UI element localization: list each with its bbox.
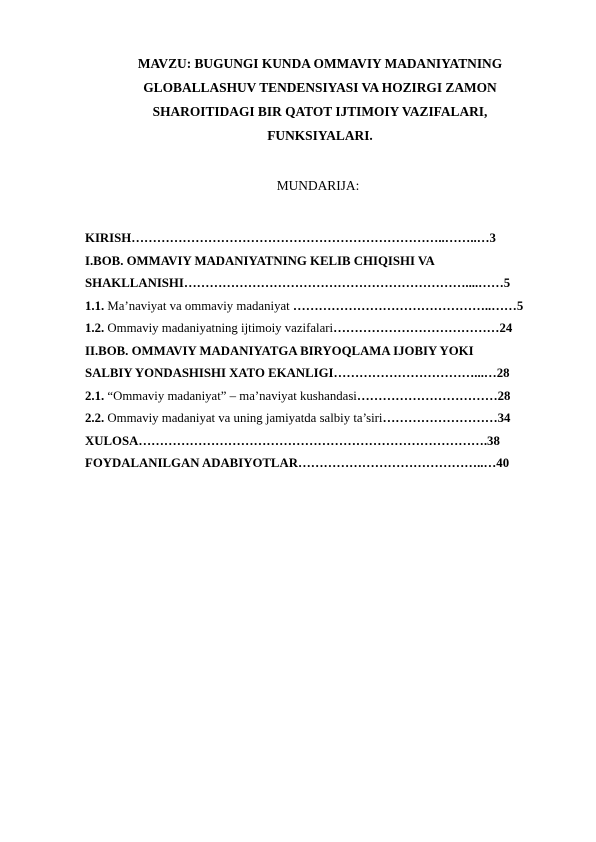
toc-number: 1.1. <box>85 298 105 313</box>
toc-entry-chapter-1-line-1: I.BOB. OMMAVIY MADANIYATNING KELIB CHIQISHI VA <box>85 253 435 268</box>
toc-leader-page: ………………………………………..……5 <box>292 298 524 313</box>
toc-number: 2.1. <box>85 388 105 403</box>
title-line-2: GLOBALLASHUV TENDENSIYASI VA HOZIRGI ZAMON <box>143 80 497 95</box>
toc-leader-page: ……………………………28 <box>356 388 511 403</box>
toc-entry-1-2 <box>85 317 565 340</box>
toc-entry-chapter-2-line-1: II.BOB. OMMAVIY MADANIYATGA BIRYOQLAMA IJOBIY YOKI <box>85 343 474 358</box>
toc-number: 2.2. <box>85 411 105 425</box>
toc-leader-page: ………………………34 <box>382 411 511 425</box>
toc-label: “Ommaviy madaniyat” – ma’naviyat kushandasi <box>104 388 357 403</box>
table-of-contents <box>85 227 565 475</box>
toc-entry-xulosa: XULOSA……………………………………………………………………….38 <box>85 433 500 448</box>
toc-label: Ma’naviyat va ommaviy madaniyat <box>104 298 293 313</box>
title-line-3: SHAROITIDAGI BIR QATOT IJTIMOIY VAZIFALARI, <box>152 104 488 119</box>
toc-entry-2-2 <box>85 407 565 430</box>
toc-leader-page: …………………………………24 <box>333 321 513 335</box>
toc-entry-kirish: KIRISH………………………………………………………………..……..…3 <box>85 231 496 245</box>
toc-entry-chapter-1-line-2: SHAKLLANISHI…………………………………………………………....……5 <box>85 276 511 290</box>
toc-entry-bibliography: FOYDALANILGAN ADABIYOTLAR……………………………………..…40 <box>85 456 510 470</box>
toc-entry-chapter-2-line-2: SALBIY YONDASHISHI XATO EKANLIGI……………………………...…28 <box>85 366 510 380</box>
toc-number: 1.2. <box>85 321 105 335</box>
toc-entry-1-1 <box>85 295 565 318</box>
contents-heading: MUNDARIJA: <box>276 178 360 193</box>
document-title <box>0 52 596 148</box>
title-line-1: MAVZU: BUGUNGI KUNDA OMMAVIY MADANIYATNING <box>137 56 503 71</box>
title-line-4: FUNKSIYALARI. <box>267 128 373 143</box>
toc-entry-2-1 <box>85 385 565 408</box>
toc-label: Ommaviy madaniyat va uning jamiyatda salbiy ta’siri <box>104 411 383 425</box>
toc-label: Ommaviy madaniyatning ijtimoiy vazifalari <box>104 321 334 335</box>
